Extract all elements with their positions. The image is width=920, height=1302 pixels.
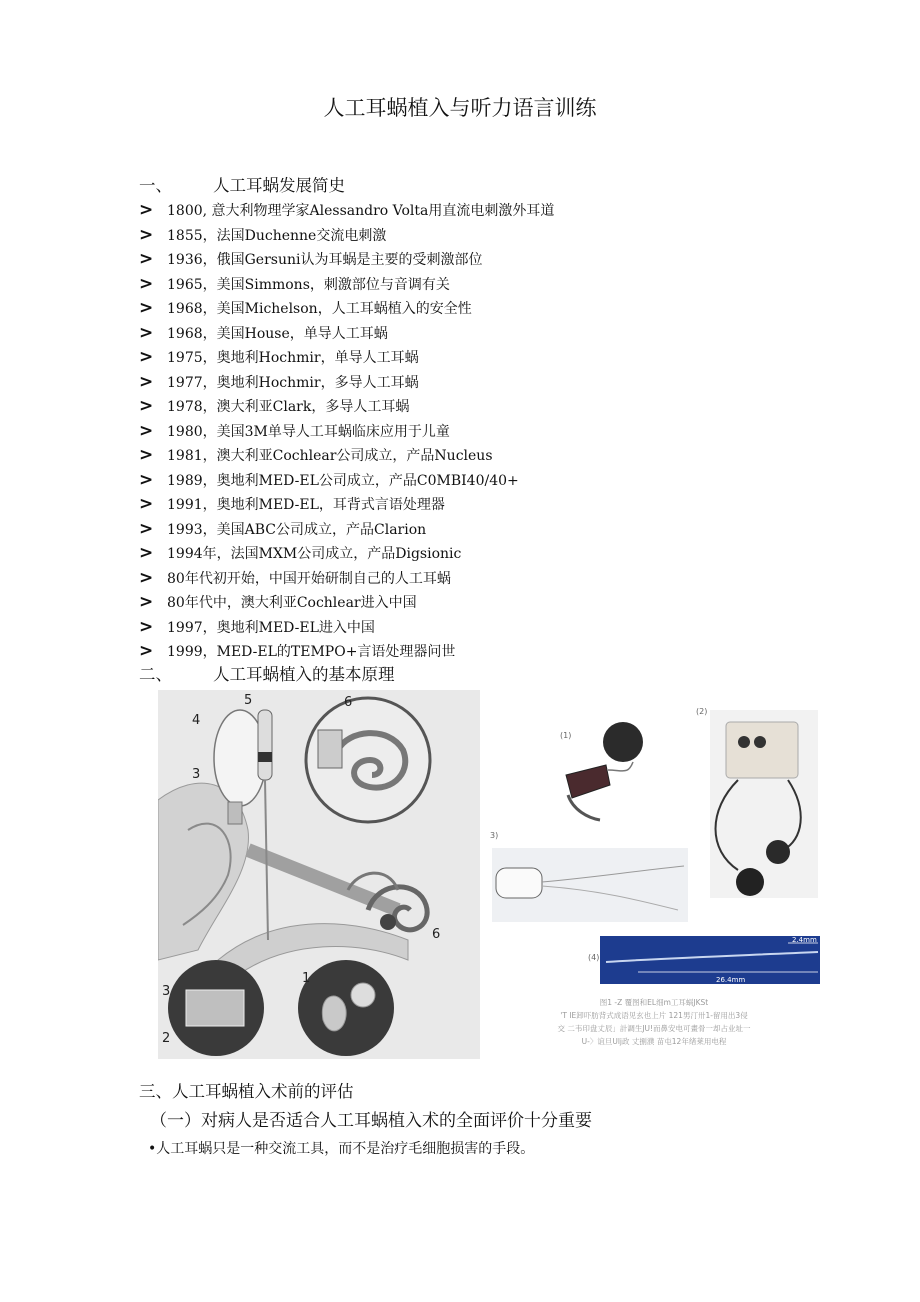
list-item: > 1991，奥地利MED-EL，耳背式言语处理器 (139, 494, 445, 515)
dimension-label: 2.4mm (792, 936, 817, 944)
arrow-bullet-icon: > (139, 543, 154, 564)
list-item: > 1999，MED-EL的TEMPO+言语处理器问世 (139, 641, 456, 662)
cochlear-implant-anatomy-figure (158, 690, 480, 1059)
figure-caption-line: 交 二韦印盘丈辰」計調生JU!而鼻安电可畫骨一却占业址一 (557, 1024, 751, 1033)
history-list (139, 198, 554, 664)
list-item: > 1800, 意大利物理学家Alessandro Volta用直流电刺激外耳道 (139, 200, 555, 221)
list-item: > 80年代初开始，中国开始研制自己的人工耳蜗 (139, 567, 451, 588)
section-2-heading (139, 661, 395, 685)
arrow-bullet-icon: > (139, 494, 154, 515)
arrow-bullet-icon: > (139, 200, 154, 221)
subsection-heading: （一）对病人是否适合人工耳蜗植入术的全面评价十分重要 (150, 1111, 592, 1131)
bullet-paragraph: •人工耳蜗只是一种交流工具，而不是治疗毛细胞损害的手段。 (148, 1141, 535, 1157)
section-2-number: 二、 (139, 665, 172, 684)
list-item: > 1994年，法国MXM公司成立，产品Digsionic (139, 543, 462, 564)
figure-label: 6 (344, 695, 353, 710)
list-item: > 1978，澳大利亚Clark，多导人工耳蜗 (139, 396, 410, 417)
arrow-bullet-icon: > (139, 322, 154, 343)
panel-label: (4) (588, 953, 600, 962)
list-item: > 1855，法国Duchenne交流电刺激 (139, 224, 387, 245)
list-item: > 1965，美国Simmons，刺激部位与音调有关 (139, 273, 450, 294)
page-title: 人工耳蜗植入与听力语言训练 (323, 96, 597, 120)
arrow-bullet-icon: > (139, 249, 154, 270)
section-1-title: 人工耳蜗发展简史 (213, 176, 345, 195)
arrow-bullet-icon: > (139, 298, 154, 319)
figure-label: 5 (244, 693, 253, 708)
arrow-bullet-icon: > (139, 396, 154, 417)
list-item: > 1975，奥地利Hochmir，单导人工耳蜗 (139, 347, 419, 368)
figure-label: 6 (432, 927, 441, 942)
list-item: > 1968，美国Michelson，人工耳蜗植入的安全性 (139, 298, 472, 319)
arrow-bullet-icon: > (139, 273, 154, 294)
figure-caption-line: 'T IE卸吓肪背式成语见玄也上片 121男汀卅1-留用出3侵 (560, 1011, 748, 1020)
arrow-bullet-icon: > (139, 567, 154, 588)
arrow-bullet-icon: > (139, 445, 154, 466)
list-item: > 1993，美国ABC公司成立，产品Clarion (139, 518, 427, 539)
arrow-bullet-icon: > (139, 347, 154, 368)
figure-label: 2 (162, 1031, 171, 1046)
section-1-heading (139, 172, 345, 196)
body-processor-icon (726, 722, 798, 778)
arrow-bullet-icon: > (139, 616, 154, 637)
receiver-stimulator-icon (496, 868, 542, 898)
section-3-heading: 三、人工耳蜗植入术前的评估 (139, 1082, 354, 1101)
figure-label: 1 (302, 971, 311, 986)
list-item: > 1981，澳大利亚Cochlear公司成立，产品Nucleus (139, 445, 493, 466)
panel-label: 3) (490, 831, 499, 840)
section-2-title: 人工耳蜗植入的基本原理 (213, 665, 395, 684)
figure-label: 3 (192, 767, 201, 782)
implant-devices-figure (488, 700, 824, 1060)
arrow-bullet-icon: > (139, 469, 154, 490)
arrow-bullet-icon: > (139, 371, 154, 392)
list-item: > 1936，俄国Gersuni认为耳蜗是主要的受刺激部位 (139, 249, 483, 270)
list-item: > 80年代中，澳大利亚Cochlear进入中国 (139, 592, 417, 613)
panel-label: (1) (560, 731, 572, 740)
arrow-bullet-icon: > (139, 518, 154, 539)
list-item: > 1977，奥地利Hochmir，多导人工耳蜗 (139, 371, 419, 392)
figure-label: 3 (162, 984, 171, 999)
figure-caption-line: U-〉谊旦Ulj政 丈捌濮 苗屯12年绪莱用电程 (581, 1037, 727, 1046)
list-item: > 1980，美国3M单导人工耳蜗临床应用于儿童 (139, 420, 450, 441)
arrow-bullet-icon: > (139, 592, 154, 613)
list-item: > 1968，美国House，单导人工耳蜗 (139, 322, 388, 343)
panel-label: (2) (696, 707, 708, 716)
figure-caption-line: 图1 -Z 覆图和EL细m工耳蜗JKSt (599, 998, 709, 1007)
figure-label: 4 (192, 713, 201, 728)
headpiece-icon (603, 722, 643, 762)
arrow-bullet-icon: > (139, 224, 154, 245)
dimension-label: 26.4mm (716, 976, 746, 984)
arrow-bullet-icon: > (139, 420, 154, 441)
arrow-bullet-icon: > (139, 641, 154, 662)
section-1-number: 一、 (139, 176, 172, 195)
list-item: > 1997，奥地利MED-EL进入中国 (139, 616, 375, 637)
list-item: > 1989，奥地利MED-EL公司成立，产品C0MBI40/40+ (139, 469, 519, 490)
